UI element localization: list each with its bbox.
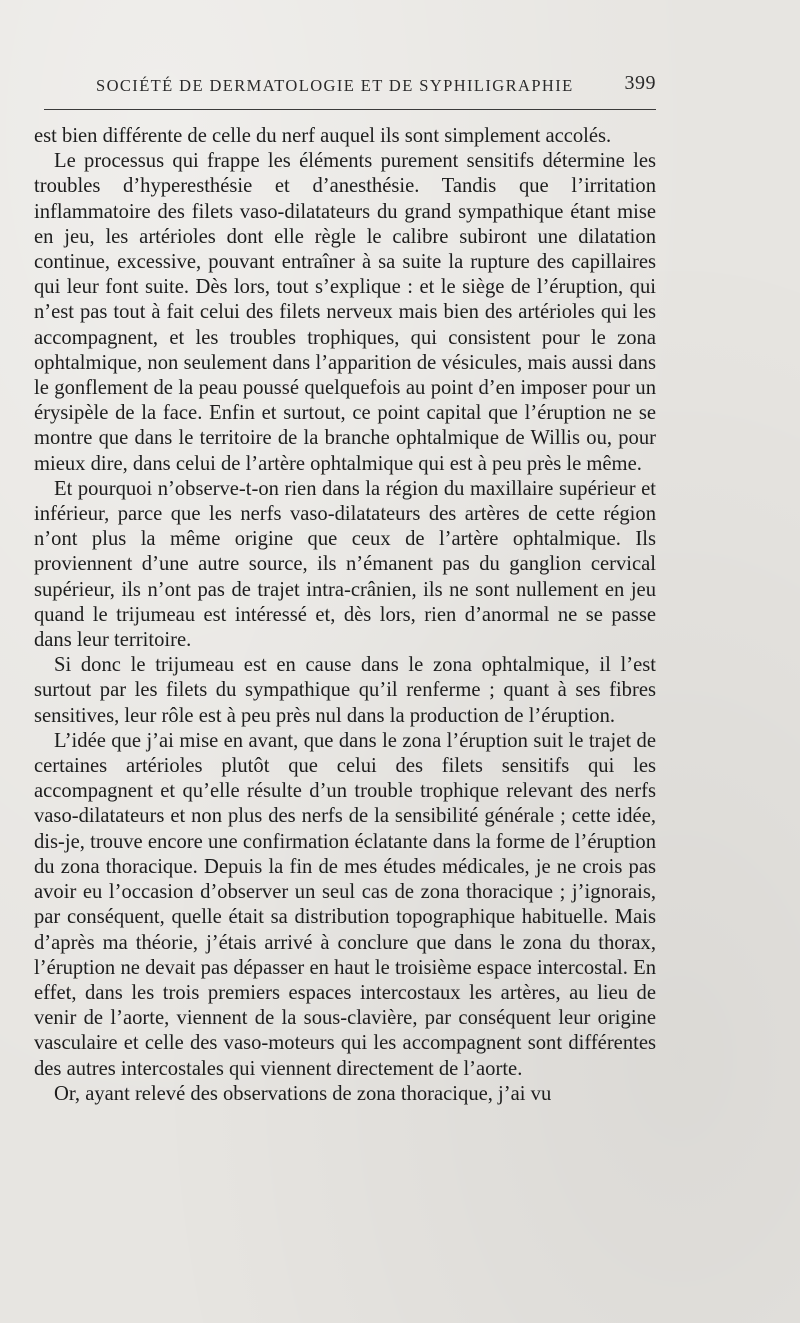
running-title: SOCIÉTÉ DE DERMATOLOGIE ET DE SYPHILIGRAPHIE (96, 76, 574, 95)
body-text (34, 124, 656, 1107)
paragraph-continued: est bien différente de celle du nerf auquel ils sont simplement accolés. (34, 125, 612, 147)
paragraph: Si donc le trijumeau est en cause dans le zona ophtalmique, il l’est surtout par les filets du sympathique qu’il renferme ; quant à ses fibres sensitives, leur rôle est à peu près nul dans la production de l’éruption. (34, 654, 656, 727)
paragraph: L’idée que j’ai mise en avant, que dans le zona l’éruption suit le trajet de certaines artérioles plutôt que celui des filets sensitifs qui les accompagnent et qu’elle résulte d’un trouble trophique relevant des nerfs vaso-dilatateurs et non plus des nerfs de la sensibilité générale ; cette idée, dis-je, trouve encore une confirmation éclatante dans la forme de l’éruption du zona thoracique. Depuis la fin de mes études médicales, je ne crois pas avoir eu l’occasion d’observer un seul cas de zona thoracique ; j’ignorais, par conséquent, quelle était sa distribution topographique habituelle. Mais d’après ma théorie, j’étais arrivé à conclure que dans le zona du thorax, l’éruption ne devait pas dépasser en haut le troisième espace intercostal. En effet, dans les trois premiers espaces intercostaux les artères, au lieu de venir de l’aorte, viennent de la sous-clavière, par conséquent leur origine vasculaire et celle des vaso-moteurs qui les accompagnent sont différentes des autres intercostales qui viennent directement de l’aorte. (34, 729, 656, 1080)
header-rule (44, 109, 656, 110)
page-header (96, 70, 656, 100)
paragraph: Et pourquoi n’observe-t-on rien dans la région du maxillaire supérieur et inférieur, parce que les nerfs vaso-dilatateurs des artères de cette région n’ont plus la même origine que ceux de l’artère ophtalmique. Ils proviennent d’une autre source, ils n’émanent pas du ganglion cervical supérieur, ils n’ont pas de trajet intra-crânien, ils ne sont nullement en jeu quand le trijumeau est intéressé et, dès lors, rien d’anormal ne se passe dans leur territoire. (34, 477, 656, 652)
paragraph-last: Or, ayant relevé des observations de zona thoracique, j’ai vu (54, 1082, 552, 1105)
paragraph: Le processus qui frappe les éléments purement sensitifs détermine les troubles d’hyperesthésie et d’anesthésie. Tandis que l’irritation inflammatoire des filets vaso-dilatateurs du grand sympathique étant mise en jeu, les artérioles dont elle règle le calibre subiront une dilatation continue, excessive, pouvant entraîner à sa suite la rupture des capillaires qui leur font suite. Dès lors, tout s’explique : et le siège de l’éruption, qui n’est pas tout à fait celui des filets nerveux mais bien des artérioles qui les accompagnent, et les troubles trophiques, qui consistent pour le zona ophtalmique, non seulement dans l’apparition de vésicules, mais aussi dans le gonflement de la peau poussé quelquefois au point d’en imposer pour un érysipèle de la face. Enfin et surtout, ce point capital que l’éruption ne se montre que dans le territoire de la branche ophtalmique de Willis ou, pour mieux dire, dans celui de l’artère ophtalmique qui est à peu près le même. (34, 150, 656, 475)
page-number: 399 (624, 72, 656, 94)
